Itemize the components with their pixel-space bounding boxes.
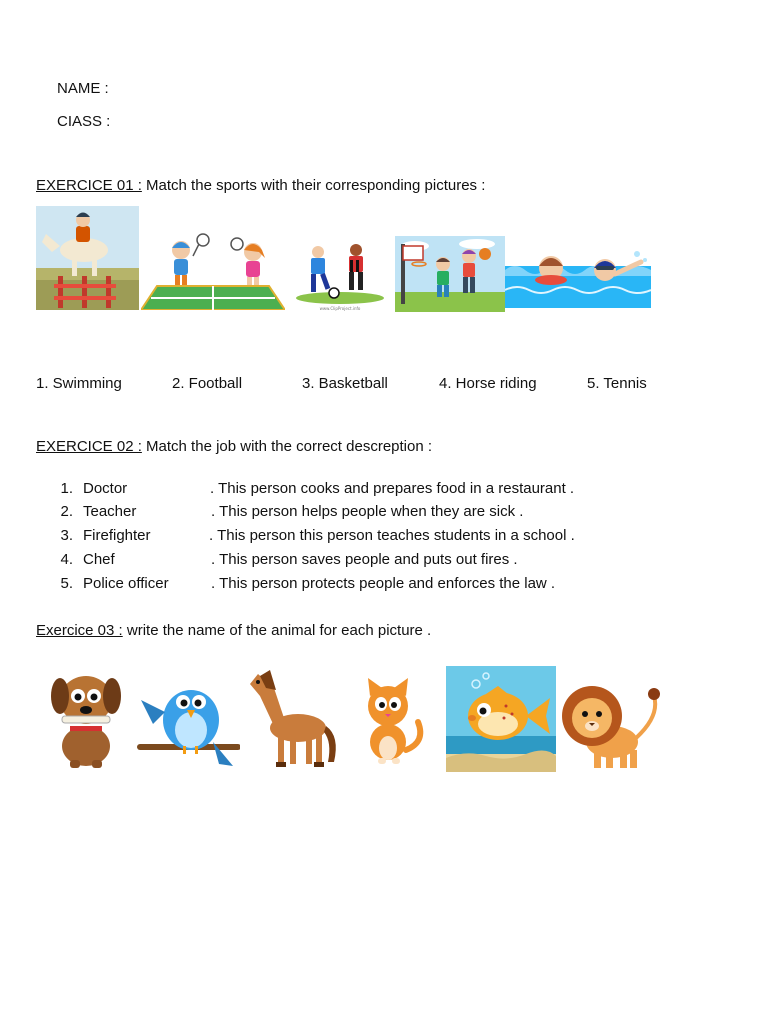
sport-option-5: 5. Tennis (587, 375, 647, 392)
cat-icon (352, 678, 428, 766)
swimming-icon (505, 240, 651, 308)
exercise1-label: EXERCICE 01 : (36, 177, 142, 194)
dog-icon (40, 666, 132, 770)
sport-option-1: 1. Swimming (36, 375, 122, 392)
job-number: 5. (60, 575, 73, 592)
exercise1-instruction: Match the sports with their corresponding pictures : (146, 177, 486, 194)
exercise2-label: EXERCICE 02 : (36, 438, 142, 455)
class-label: CIASS : (57, 113, 111, 130)
sport-option-4: 4. Horse riding (439, 375, 537, 392)
picture-caption: www.ClipProject.info (319, 306, 361, 311)
job-number: 1. (60, 480, 73, 497)
exercise3-label: Exercice 03 : (36, 622, 123, 639)
job-name: Doctor (83, 480, 128, 497)
job-description: . This person cooks and prepares food in a restaurant . (210, 480, 575, 497)
basketball-icon (395, 236, 505, 312)
football-icon (294, 240, 386, 312)
job-name: Teacher (83, 503, 137, 520)
fish-icon (446, 666, 556, 772)
horse-riding-icon (36, 206, 139, 310)
exercise3-heading (36, 622, 431, 639)
sport-option-3: 3. Basketball (302, 375, 388, 392)
name-label: NAME : (57, 80, 109, 97)
job-name: Police officer (83, 575, 169, 592)
sport-option-2: 2. Football (172, 375, 243, 392)
job-description: . This person this person teaches students in a school . (209, 527, 575, 544)
exercise3-instruction: write the name of the animal for each picture . (126, 622, 432, 639)
bird-icon (133, 672, 241, 772)
job-description: . This person helps people when they are sick . (211, 503, 524, 520)
job-number: 4. (60, 551, 73, 568)
horse-icon (240, 666, 340, 772)
job-number: 2. (60, 503, 73, 520)
exercise2-instruction: Match the job with the correct descreption : (146, 438, 433, 455)
tennis-icon (141, 228, 285, 310)
exercise1-heading (36, 177, 485, 194)
lion-icon (556, 676, 666, 772)
exercise2-heading (36, 438, 432, 455)
job-name: Firefighter (83, 527, 151, 544)
job-description: . This person saves people and puts out fires . (211, 551, 518, 568)
job-number: 3. (60, 527, 73, 544)
job-description: . This person protects people and enforces the law . (211, 575, 556, 592)
job-name: Chef (83, 551, 115, 568)
